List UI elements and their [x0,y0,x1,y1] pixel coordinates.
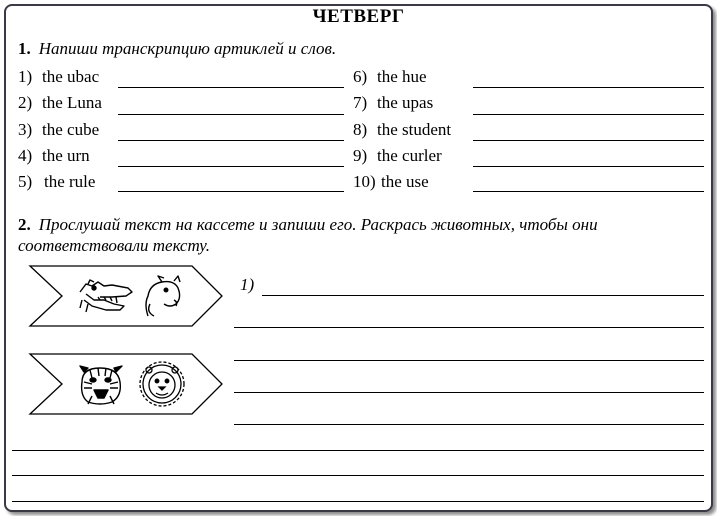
item-word: the Luna [42,93,102,112]
answer-line[interactable] [473,114,704,115]
answer-line[interactable] [118,166,344,167]
answer-line[interactable] [473,87,704,88]
list-item [353,171,429,193]
item-number: 2) [18,93,33,112]
answer-line[interactable] [118,114,344,115]
task-1-instruction: Напиши транскрипцию артиклей и слов. [38,39,337,58]
list-item [18,119,99,141]
item-word: the curler [377,146,442,165]
item-number: 8) [353,120,368,139]
page-title: ЧЕТВЕРГ [312,6,405,27]
arrow-card-1 [28,264,224,328]
task-2-instruction: Прослушай текст на кассете и запиши его. Раскрась животных, чтобы они соответствовали тексту. [18,215,598,255]
item-word: the ubac [42,67,100,86]
answer-line[interactable] [473,140,704,141]
answer-line[interactable] [118,191,344,192]
item-number: 9) [353,146,368,165]
item-number: 1) [18,67,33,86]
item-word: the hue [377,67,427,86]
item-word: the student [377,120,452,139]
item-word: the use [381,172,429,191]
arrow-card-2 [28,352,224,416]
item-number: 6) [353,67,368,86]
answer-line[interactable] [118,140,344,141]
item-number: 7) [353,93,368,112]
list-item [18,145,90,167]
task-1-heading [18,38,336,59]
item-word: the upas [377,93,434,112]
answer-line[interactable] [473,191,704,192]
task-2-heading [18,214,688,256]
item-word: the urn [42,146,90,165]
tiger-icon [80,366,122,404]
task-1-number: 1. [18,39,31,58]
writing-line[interactable] [262,295,704,296]
list-item [18,66,99,88]
item-number: 10) [353,172,376,191]
item-number: 4) [18,146,33,165]
answer-line[interactable] [473,166,704,167]
writing-line[interactable] [234,327,704,328]
writing-line[interactable] [12,475,704,476]
list-item [18,92,102,114]
writing-line[interactable] [234,424,704,425]
list-item [353,145,442,167]
answer-number: 1) [240,275,255,294]
item-word: the cube [42,120,100,139]
item-number: 3) [18,120,33,139]
writing-line[interactable] [12,450,704,451]
writing-line[interactable] [234,360,704,361]
answer-line[interactable] [118,87,344,88]
list-item [353,92,433,114]
item-word: the rule [44,172,96,191]
list-item [353,66,427,88]
task-2-number: 2. [18,215,31,234]
item-number: 5) [18,172,33,191]
writing-line[interactable] [234,392,704,393]
writing-line[interactable] [12,501,704,502]
list-item [353,119,451,141]
list-item [18,171,95,193]
